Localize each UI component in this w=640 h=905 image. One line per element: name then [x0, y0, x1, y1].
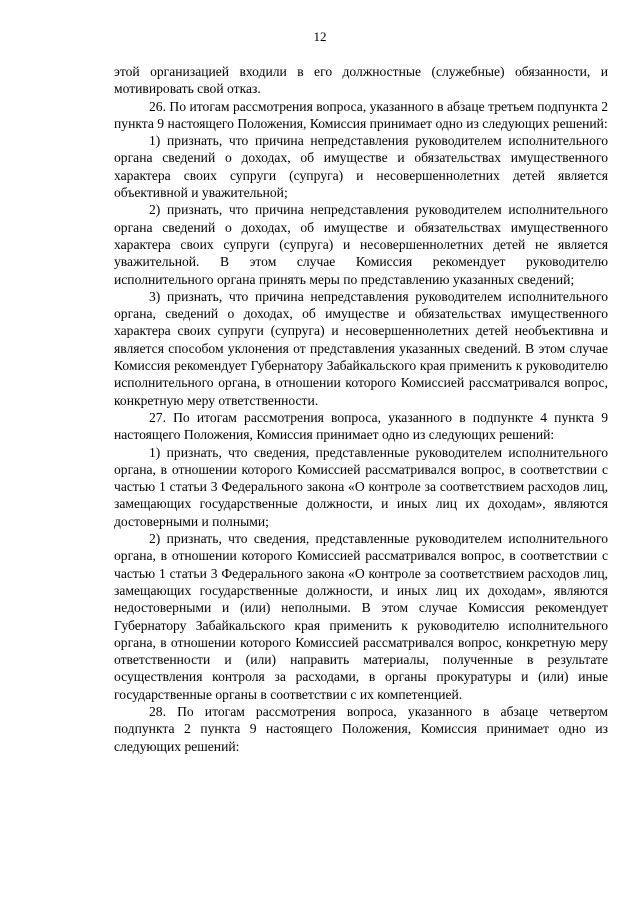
paragraph-item-26: 26. По итогам рассмотрения вопроса, указанного в абзаце третьем подпункта 2 пункта 9 настоящего Положения, Комиссия принимает одно из следующих решений:: [114, 98, 608, 131]
document-body: [114, 63, 608, 755]
paragraph-item-28: 28. По итогам рассмотрения вопроса, указанного в абзаце четвертом подпункта 2 пункта 9 настоящего Положения, Комиссия принимает одно из следующих решений:: [114, 703, 608, 754]
page-number: 12: [313, 29, 327, 44]
paragraph-26-1: 1) признать, что причина непредставления руководителем исполнительного органа сведений о доходах, об имуществе и обязательствах имущественного характера своих супруги (супруга) и несовершеннолетних детей является объективной и уважительной;: [114, 133, 608, 201]
paragraph-27-1: 1) признать, что сведения, представленные руководителем исполнительного органа, в отношении которого Комиссией рассматривался вопрос, в соответствии с частью 1 статьи 3 Федерального закона «О контроле за соответствием расходов лиц, замещающих государственные должности, и иных лиц их доходам», являются достоверными и полными;: [114, 444, 608, 529]
paragraph-27-2: 2) признать, что сведения, представленные руководителем исполнительного органа, в отношении которого Комиссией рассматривался вопрос, в соответствии с частью 1 статьи 3 Федерального закона «О контроле за соответствием расходов лиц, замещающих государственные должности, и иных лиц их доходам», являются недостоверными и (или) неполными. В этом случае Комиссия рекомендует Губернатору Забайкальского края применить к руководителю исполнительного органа, в отношении которого Комиссией рассматривался вопрос, конкретную меру ответственности и (или) направить материалы, полученные в результате осуществления контроля за расходами, в органы прокуратуры и (или) иные государственные органы в соответствии с их компетенцией.: [114, 531, 608, 702]
paragraph-26-2: 2) признать, что причина непредставления руководителем исполнительного органа сведений о доходах, об имуществе и обязательствах имущественного характера своих супруги (супруга) и несовершеннолетних детей не является уважительной. В этом случае Комиссия рекомендует руководителю исполнительного органа принять меры по представлению указанных сведений;: [114, 202, 608, 287]
paragraph-continuation: этой организацией входили в его должностные (служебные) обязанности, и мотивировать свой отказ.: [114, 64, 608, 97]
paragraph-26-3: 3) признать, что причина непредставления руководителем исполнительного органа, сведений о доходах, об имуществе и обязательствах имущественного характера своих супруги (супруга) и несовершеннолетних детей необъективна и является способом уклонения от представления указанных сведений. В этом случае Комиссия рекомендует Губернатору Забайкальского края применить к руководителю исполнительного органа, в отношении которого Комиссией рассматривался вопрос, конкретную меру ответственности.: [114, 288, 608, 408]
paragraph-item-27: 27. По итогам рассмотрения вопроса, указанного в подпункте 4 пункта 9 настоящего Положения, Комиссия принимает одно из следующих решений:: [114, 409, 608, 443]
